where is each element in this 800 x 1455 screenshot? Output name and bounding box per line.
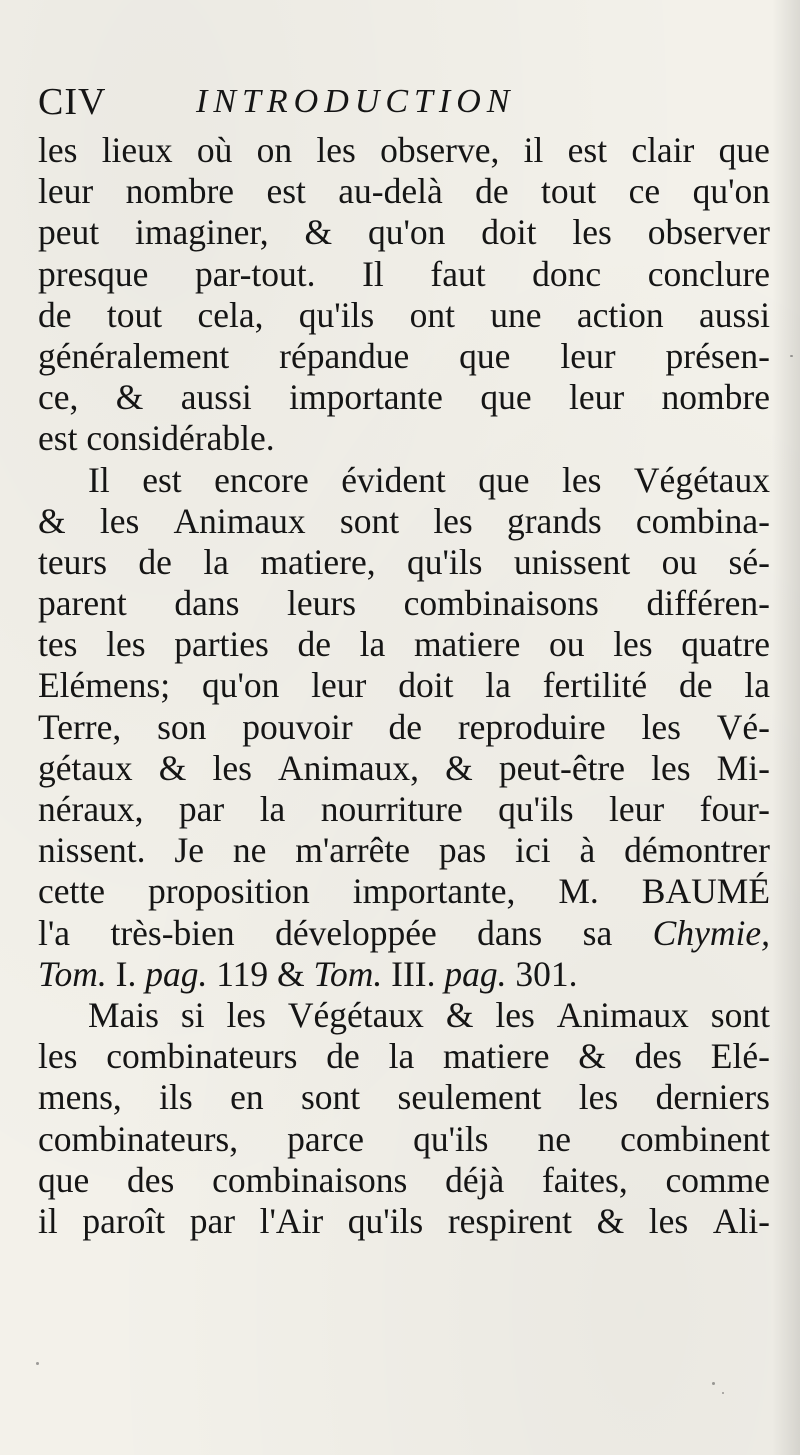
text-line: leur nombre est au-delà de tout ce qu'on	[38, 171, 770, 212]
page-edge-shadow	[772, 0, 800, 1455]
text-line: & les Animaux sont les grands combina-	[38, 500, 770, 541]
text-line: de tout cela, qu'ils ont une action aussi	[38, 294, 770, 335]
text-line: est considérable.	[38, 418, 275, 459]
running-head: INTRODUCTION	[196, 83, 516, 120]
text-line: Mais si les Végétaux & les Animaux sont	[88, 994, 770, 1035]
text-line: les combinateurs de la matiere & des Elé-	[38, 1036, 770, 1077]
text-line: les lieux où on les observe, il est clair que	[38, 130, 770, 170]
text-line: généralement répandue que leur présen-	[38, 335, 770, 376]
text-line: combinateurs, parce qu'ils ne combinent	[38, 1118, 770, 1159]
text-line: teurs de la matiere, qu'ils unissent ou sé-	[38, 541, 770, 582]
text-line: Il est encore évident que les Végétaux	[88, 459, 770, 500]
print-speck	[790, 355, 793, 357]
text-line: presque par-tout. Il faut donc conclure	[38, 253, 770, 294]
text-line: Elémens; qu'on leur doit la fertilité de la	[38, 665, 770, 706]
paragraph	[38, 460, 770, 995]
text-line: Tom. I. pag. 119 & Tom. III. pag. 301.	[38, 953, 578, 994]
body-text	[38, 130, 770, 1242]
text-line: l'a très-bien développée dans sa Chymie,	[38, 912, 770, 953]
text-line: parent dans leurs combinaisons différen-	[38, 583, 770, 624]
text-line: cette proposition importante, M. BAUMÉ	[38, 871, 770, 912]
print-speck	[36, 1362, 39, 1365]
print-speck	[712, 1382, 715, 1385]
page-number: CIV	[38, 81, 107, 123]
text-line: néraux, par la nourriture qu'ils leur four-	[38, 789, 770, 829]
paragraph	[38, 130, 770, 460]
text-line: tes les parties de la matiere ou les quatre	[38, 624, 770, 665]
text-line: ce, & aussi importante que leur nombre	[38, 377, 770, 418]
text-line: Terre, son pouvoir de reproduire les Vé-	[38, 706, 770, 747]
text-line: gétaux & les Animaux, & peut-être les Mi-	[38, 747, 770, 788]
print-speck	[722, 1392, 724, 1394]
text-line: il paroît par l'Air qu'ils respirent & les Ali-	[38, 1200, 770, 1241]
page-header	[38, 78, 778, 126]
paragraph	[38, 995, 770, 1242]
text-line: mens, ils en sont seulement les derniers	[38, 1077, 770, 1118]
text-line: nissent. Je ne m'arrête pas ici à démontrer	[38, 830, 770, 871]
text-line: que des combinaisons déjà faites, comme	[38, 1159, 770, 1200]
text-line: peut imaginer, & qu'on doit les observer	[38, 212, 770, 253]
